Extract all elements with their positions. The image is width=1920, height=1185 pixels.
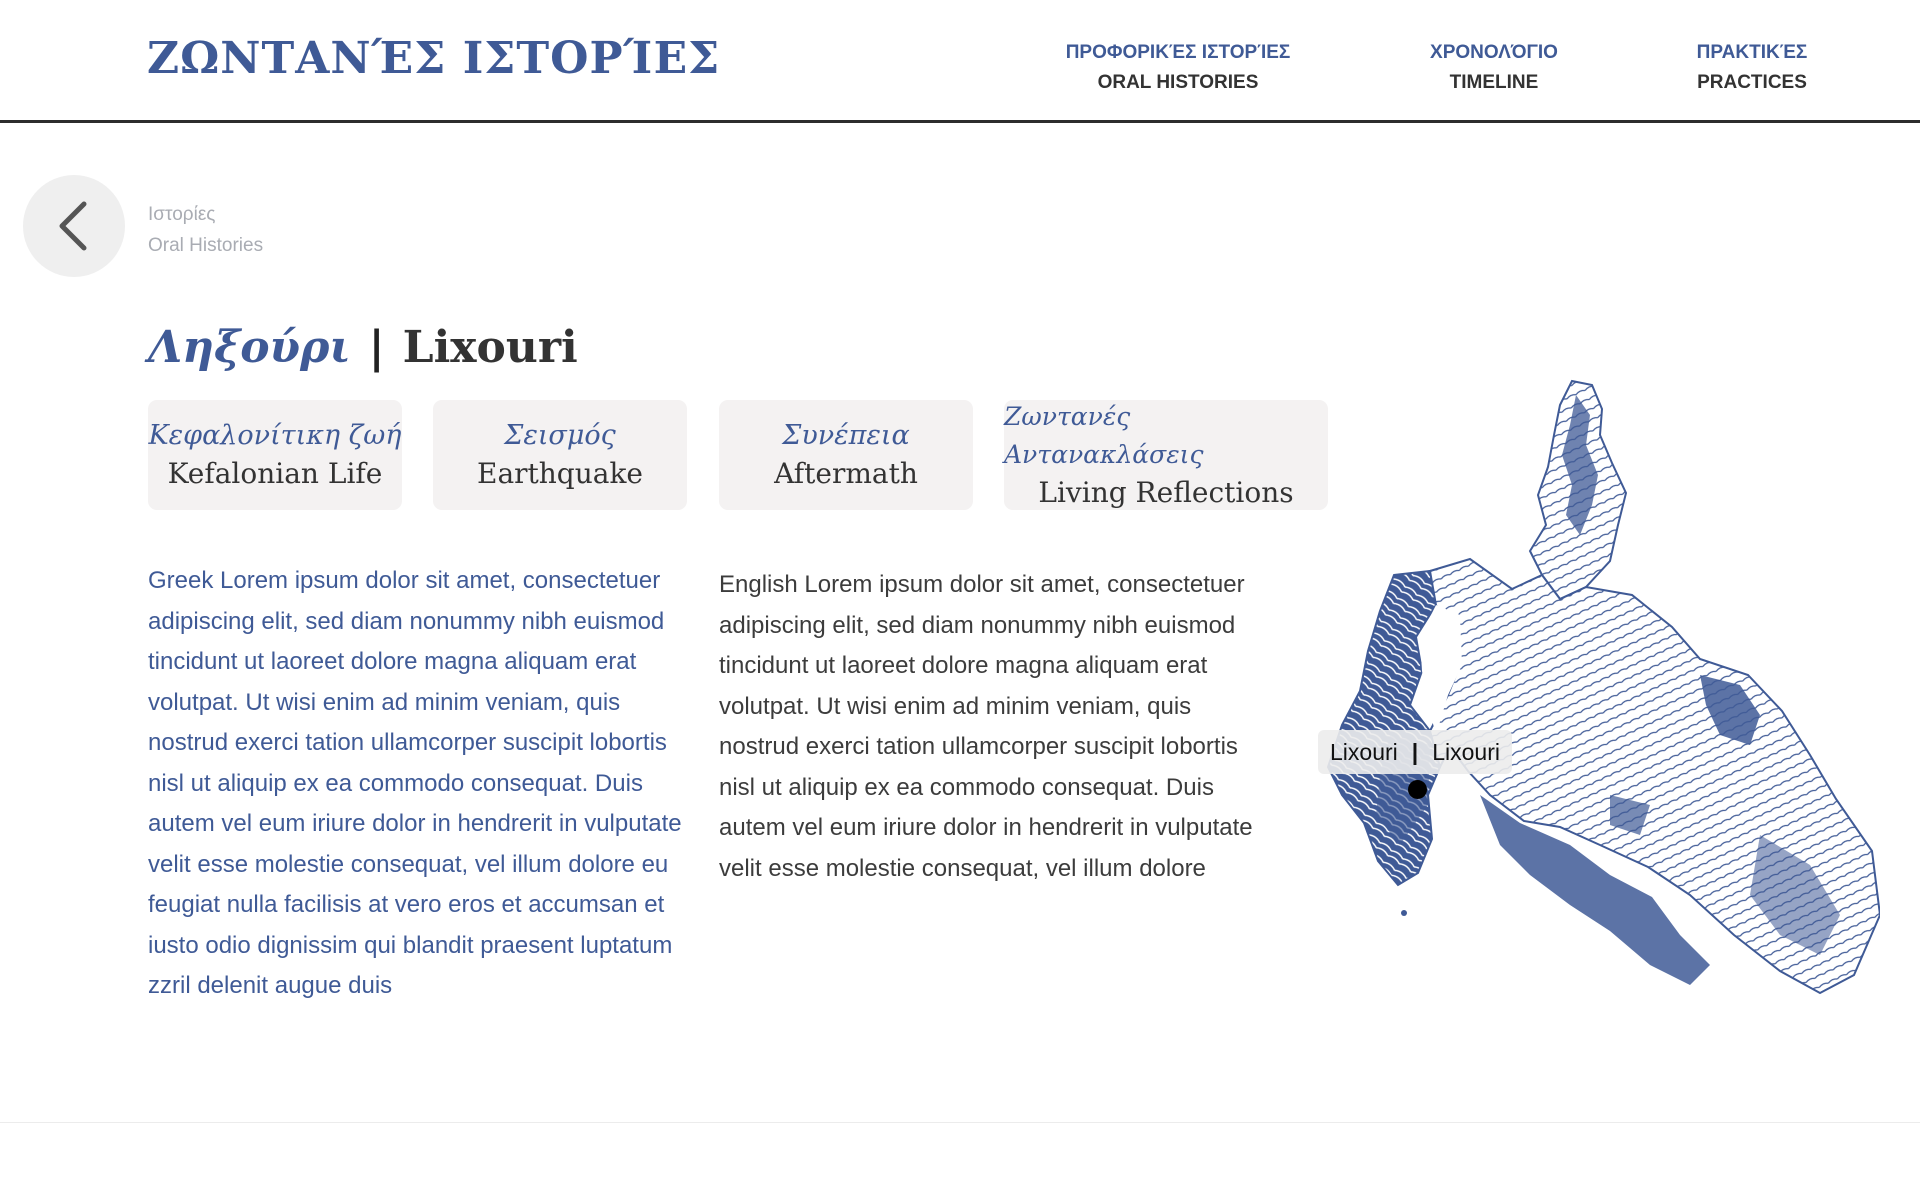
page-title-separator: | (368, 322, 385, 373)
nav-label-greek: ΠΡΟΦΟΡΙΚΈΣ ΙΣΤΟΡΊΕΣ (1065, 42, 1291, 63)
nav-label-english: TIMELINE (1449, 72, 1539, 93)
site-title[interactable]: ΖΩΝΤΑΝΈΣ ΙΣΤΟΡΊΕΣ (147, 33, 721, 84)
tab-label-english: Kefalonian Life (167, 457, 383, 490)
greek-body-text: Greek Lorem ipsum dolor sit amet, consectetuer adipiscing elit, sed diam nonummy nibh euismod tincidunt ut laoreet dolore magna aliquam erat volutpat. Ut wisi enim ad minim veniam, quis nostrud exerci tation ullamcorper suscipit lobortis nisl ut aliquip ex ea commodo consequat. Duis autem vel eum iriure dolor in hendrerit in vulputate velit esse molestie consequat, vel illum dolore eu feugiat nulla facilisis at vero eros et accumsan et iusto odio dignissim qui blandit praesent luptatum zzril delenit augue duis (148, 567, 682, 999)
tab-label-greek: Κεφαλονίτικη ζωή (148, 420, 402, 451)
tab-label-english: Living Reflections (1038, 476, 1294, 509)
nav-label-greek: ΠΡΑΚΤΙΚΈΣ (1696, 42, 1808, 63)
tab-label-greek: Συνέπεια (782, 420, 910, 451)
tab-kefalonian-life[interactable] (148, 400, 402, 510)
tab-label-greek: Ζωντανές Αντανακλάσεις (1004, 402, 1204, 469)
tab-label-english: Earthquake (477, 457, 643, 490)
nav-oral-histories[interactable] (1040, 38, 1316, 98)
kefalonia-map-icon[interactable] (1280, 375, 1880, 1035)
tab-label-greek: Σεισμός (504, 420, 616, 451)
breadcrumb-greek[interactable]: Ιστορίες (148, 204, 216, 225)
map-location-label[interactable] (1318, 730, 1512, 774)
map-label-separator: | (1411, 739, 1419, 765)
english-body-text: English Lorem ipsum dolor sit amet, consectetuer adipiscing elit, sed diam nonummy nibh euismod tincidunt ut laoreet dolore magna aliquam erat volutpat. Ut wisi enim ad minim veniam, quis nostrud exerci tation ullamcorper suscipit lobortis nisl ut aliquip ex ea commodo consequat. Duis autem vel eum iriure dolor in hendrerit in vulputate velit esse molestie consequat, vel illum dolore (719, 571, 1253, 882)
back-button[interactable] (23, 175, 125, 277)
nav-timeline[interactable] (1394, 38, 1594, 98)
site-header (0, 0, 1920, 123)
breadcrumb (148, 199, 263, 261)
nav-label-english: PRACTICES (1697, 72, 1807, 93)
page-title (148, 322, 578, 373)
tab-earthquake[interactable] (433, 400, 687, 510)
tab-aftermath[interactable] (719, 400, 973, 510)
page-title-english: Lixouri (402, 322, 578, 373)
breadcrumb-english[interactable]: Oral Histories (148, 235, 264, 256)
nav-label-greek: ΧΡΟΝΟΛΌΓΙΟ (1430, 42, 1558, 63)
nav-practices[interactable] (1660, 38, 1844, 98)
map-location-marker[interactable] (1408, 780, 1427, 799)
nav-label-english: ORAL HISTORIES (1097, 72, 1259, 93)
tab-label-english: Aftermath (774, 457, 918, 490)
page-title-greek: Ληξούρι (148, 322, 351, 373)
map-label-greek: Lixouri (1330, 739, 1398, 765)
map-label-english: Lixouri (1432, 739, 1500, 765)
footer-divider (0, 1122, 1920, 1123)
chevron-left-icon (54, 198, 94, 254)
